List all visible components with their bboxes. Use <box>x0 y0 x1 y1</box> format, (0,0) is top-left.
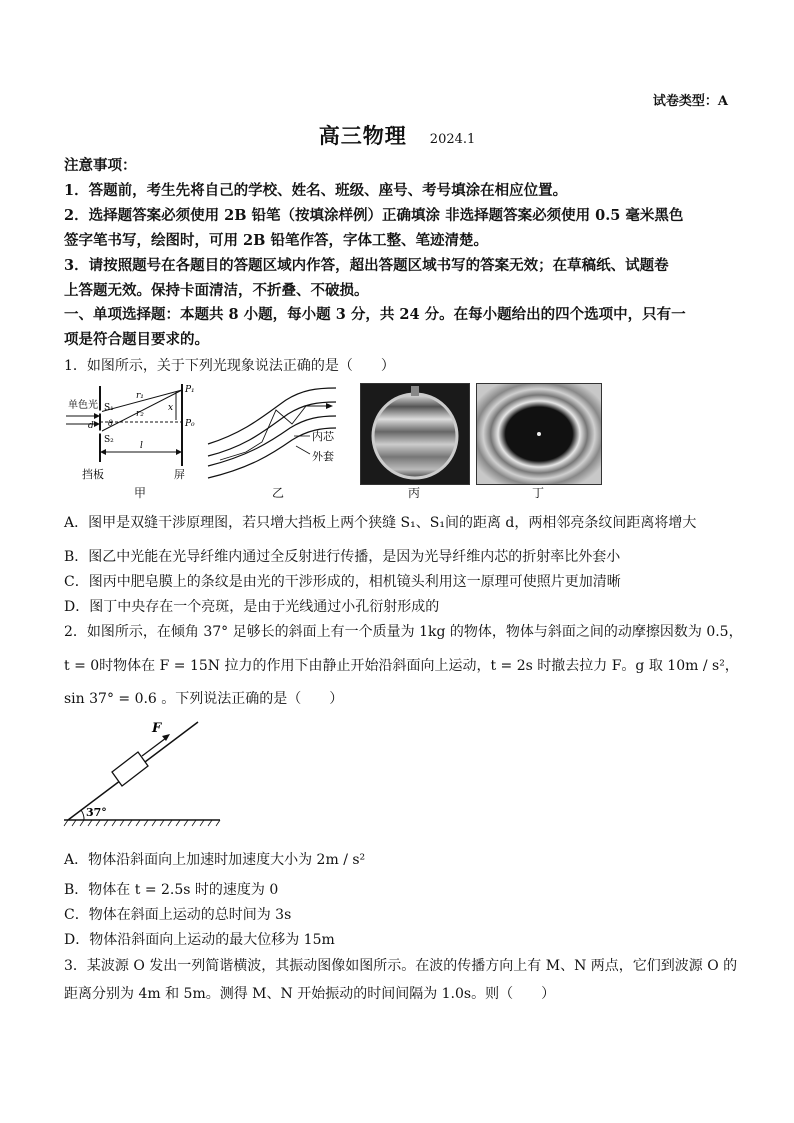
label-force-f: F <box>152 721 162 736</box>
label-r1: r₁ <box>136 391 144 401</box>
diffraction-image <box>477 384 601 484</box>
fig-label-ding: 丁 <box>531 486 544 500</box>
section-heading: 一、单项选择题：本题共 8 小题，每小题 3 分，共 24 分。在每小题给出的四个选项中，只有一 <box>64 306 686 323</box>
notice-item-1: 1．答题前，考生先将自己的学校、姓名、班级、座号、考号填涂在相应位置。 <box>64 182 568 199</box>
notice-item-2-cont: 签字笔书写，绘图时，可用 2B 铅笔作答，字体工整、笔迹清楚。 <box>64 232 488 249</box>
label-x: x <box>168 403 174 413</box>
q2-stem-1: 2．如图所示，在倾角 37° 足够长的斜面上有一个质量为 1kg 的物体，物体与斜面之间的动摩擦因数为 0.5， <box>64 624 743 640</box>
label-screen: 屏 <box>174 468 185 481</box>
fig-label-bing: 丙 <box>407 486 420 500</box>
label-s2: S₂ <box>104 435 114 445</box>
q1-option-d: D．图丁中央存在一个亮斑，是由于光线通过小孔衍射形成的 <box>64 599 440 615</box>
label-p0: P₀ <box>185 419 195 429</box>
q1-option-a: A．图甲是双缝干涉原理图，若只增大挡板上两个狭缝 S₁、S₁间的距离 d，两相邻亮条纹间距离将增大 <box>64 515 697 531</box>
notice-heading: 注意事项： <box>64 157 137 174</box>
q3-stem-2: 距离分别为 4m 和 5m。测得 M、N 开始振动的时间间隔为 1.0s。则（ ） <box>64 986 556 1002</box>
label-baffle: 挡板 <box>82 468 104 481</box>
section-heading-cont: 项是符合题目要求的。 <box>64 331 209 348</box>
figure-incline <box>62 716 222 830</box>
q2-option-b: B．物体在 t = 2.5s 时的速度为 0 <box>64 882 279 898</box>
label-d: d <box>88 421 94 431</box>
label-core: 内芯 <box>312 430 334 443</box>
label-r2: r₂ <box>136 409 144 419</box>
notice-item-2: 2．选择题答案必须使用 2B 铅笔（按填涂样例）正确填涂 非选择题答案必须使用 0.5 毫米黑色 <box>64 207 684 224</box>
q2-stem-2: t = 0时物体在 F = 15N 拉力的作用下由静止开始沿斜面向上运动，t = 2s 时撤去拉力 F。g 取 10m / s²， <box>64 658 739 674</box>
label-l: l <box>140 441 143 451</box>
title-subject: 高三物理 <box>318 123 407 148</box>
label-angle: 37° <box>86 806 107 819</box>
q2-option-c: C．物体在斜面上运动的总时间为 3s <box>64 907 292 923</box>
title-date: 2024.1 <box>429 132 476 147</box>
label-cladding: 外套 <box>312 450 334 463</box>
notice-item-3-cont: 上答题无效。保持卡面清洁，不折叠、不破损。 <box>64 282 369 299</box>
photo-soap-film <box>360 383 470 485</box>
label-monochromatic: 单色光 <box>68 400 98 411</box>
q1-option-c: C．图丙中肥皂膜上的条纹是由光的干涉形成的，相机镜头利用这一原理可使照片更加清晰 <box>64 574 621 590</box>
paper-type: 试卷类型：A <box>652 94 728 109</box>
figure-double-slit <box>62 382 210 482</box>
photo-diffraction <box>476 383 602 485</box>
figure-optical-fiber <box>206 384 356 482</box>
q1-stem: 1．如图所示，关于下列光现象说法正确的是（ ） <box>64 358 395 374</box>
soap-film-image <box>361 384 469 484</box>
label-p1: P₁ <box>185 385 195 395</box>
q2-stem-3: sin 37° = 0.6 。下列说法正确的是（ ） <box>64 691 344 707</box>
label-theta: θ <box>108 419 113 428</box>
label-s1: S₁ <box>104 403 114 413</box>
q2-option-d: D．物体沿斜面向上运动的最大位移为 15m <box>64 932 335 948</box>
fig-label-yi: 乙 <box>271 486 284 500</box>
q3-stem-1: 3．某波源 O 发出一列简谐横波，其振动图像如图所示。在波的传播方向上有 M、N 两点，它们到波源 O 的 <box>64 958 738 974</box>
fig-label-jia: 甲 <box>133 486 146 500</box>
notice-item-3: 3．请按照题号在各题目的答题区域内作答，超出答题区域书写的答案无效；在草稿纸、试题卷 <box>64 257 669 274</box>
q1-option-b: B．图乙中光能在光导纤维内通过全反射进行传播，是因为光导纤维内芯的折射率比外套小 <box>64 549 621 565</box>
page-title <box>0 120 794 150</box>
q2-option-a: A．物体沿斜面向上加速时加速度大小为 2m / s² <box>64 852 366 868</box>
